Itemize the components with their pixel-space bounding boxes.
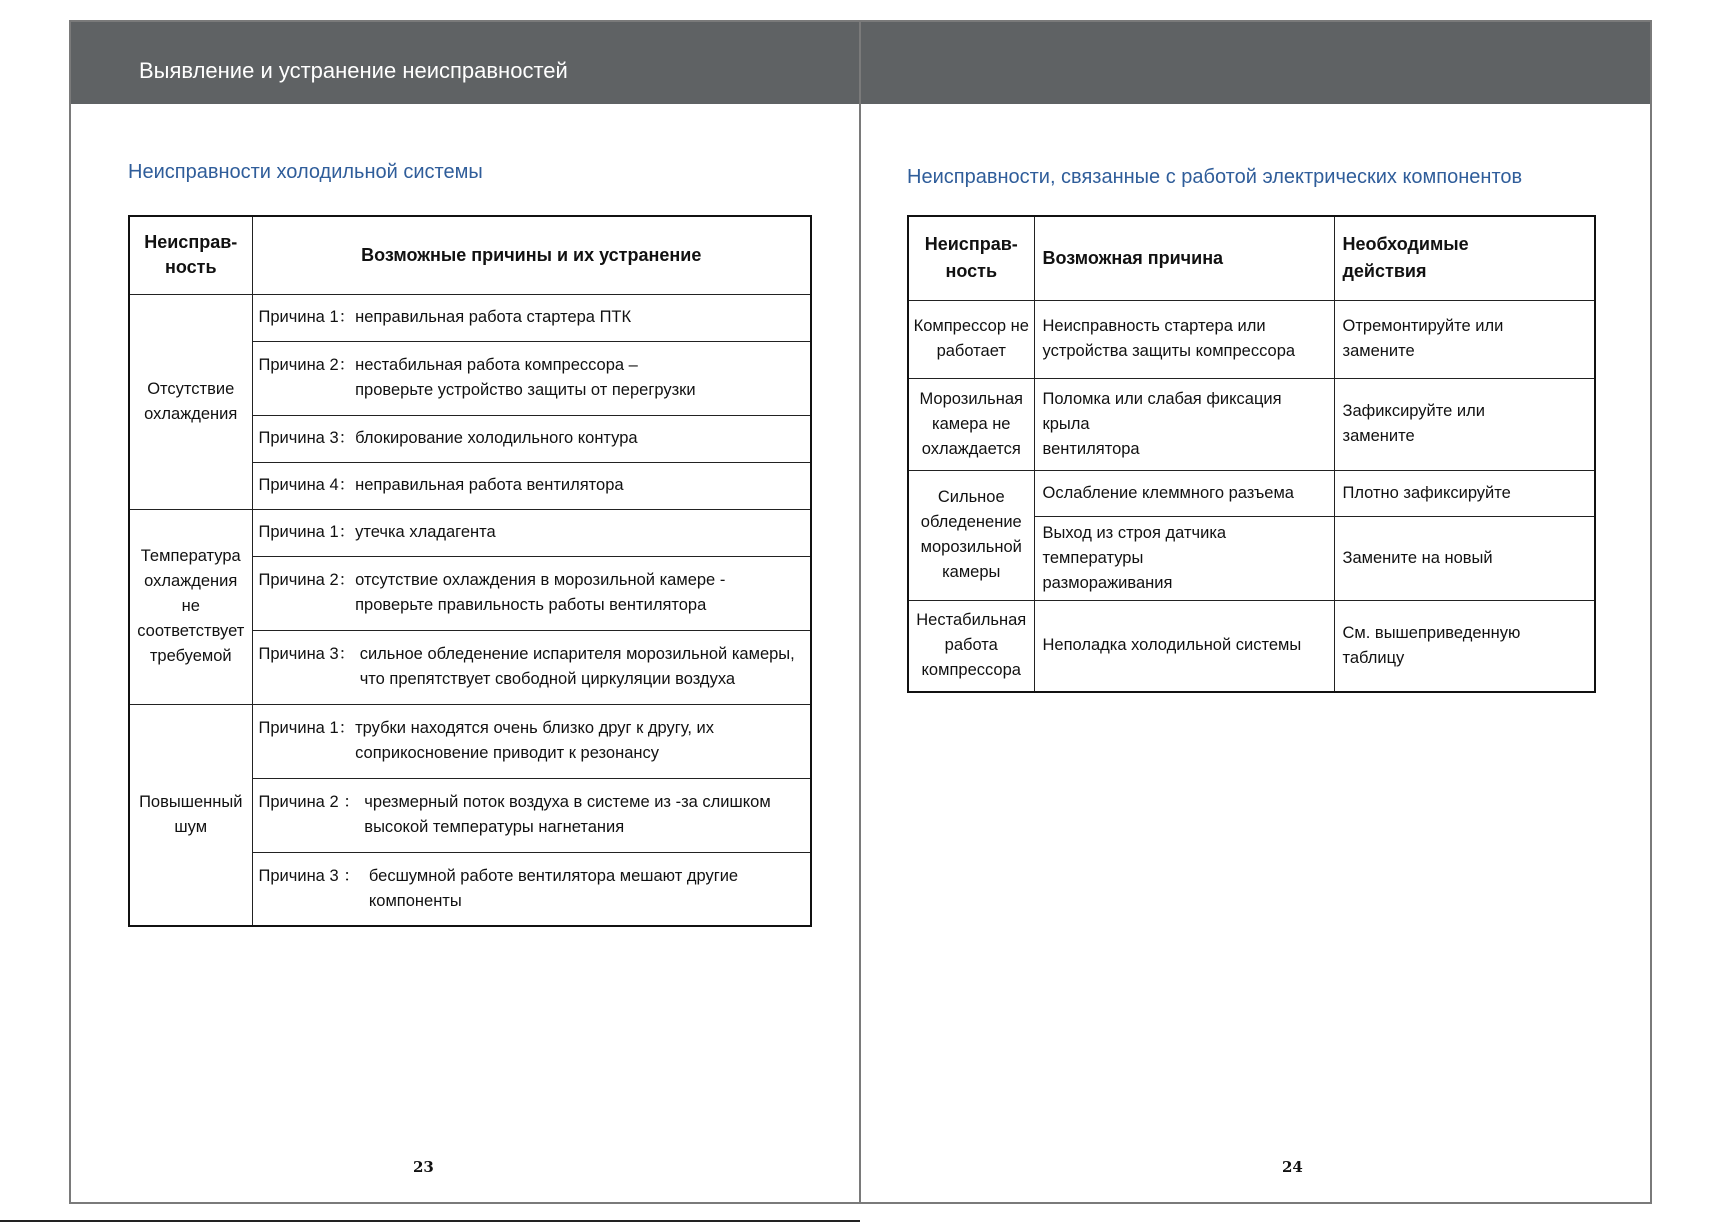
cause-text: бесшумной работе вентилятора мешают другие компоненты	[368, 866, 739, 910]
refrigeration-faults-table	[128, 215, 812, 927]
cause-cell	[252, 852, 811, 926]
section-title-electrical: Неисправности, связанные с работой электрических компонентов	[907, 166, 1523, 188]
cause-label: Причина 3：	[258, 429, 356, 447]
cause-text: неправильная работа вентилятора	[355, 476, 624, 494]
cause-label: Причина 2 ：	[258, 793, 365, 811]
header-title: Выявление и устранение неисправностей	[139, 58, 568, 83]
header-bar	[71, 22, 859, 104]
cause-cell	[252, 778, 811, 852]
cause-label: Причина 1：	[258, 719, 356, 737]
cause-text: неправильная работа стартера ПТК	[355, 308, 632, 326]
table-row	[908, 378, 1595, 470]
cause-cell	[252, 509, 811, 556]
cause-text: отсутствие охлаждения в морозильной камере - проверьте правильность работы вентилятора	[355, 571, 726, 614]
column-header-fault: Неисправ- ность	[908, 216, 1034, 300]
cause-text: чрезмерный поток воздуха в системе из -за слишком высокой температуры нагнетания	[364, 793, 771, 836]
column-header-action: Необходимые действия	[1334, 216, 1595, 300]
cause-cell: Неполадка холодильной системы	[1034, 600, 1334, 692]
cause-cell	[252, 556, 811, 630]
cause-cell: Неисправность стартера или устройства защиты компрессора	[1034, 300, 1334, 378]
bottom-rule	[0, 1220, 860, 1222]
electrical-faults-table	[907, 215, 1596, 693]
cause-label: Причина 3 ：	[258, 866, 369, 885]
fault-cell: Отсутствие охлаждения	[129, 294, 252, 509]
table-row	[129, 294, 811, 341]
page-number: 23	[413, 1158, 434, 1176]
cause-cell	[252, 704, 811, 778]
fault-cell: Морозильная камера не охлаждается	[908, 378, 1034, 470]
cause-cell	[252, 462, 811, 509]
cause-label: Причина 2：	[258, 571, 356, 589]
fault-cell: Повышенный шум	[129, 704, 252, 926]
fault-cell: Температура охлаждения не соответствует требуемой	[129, 509, 252, 704]
cause-cell	[252, 341, 811, 415]
section-title-refrigeration: Неисправности холодильной системы	[128, 161, 483, 183]
page-number: 24	[1282, 1158, 1303, 1176]
fault-cell: Нестабильная работа компрессора	[908, 600, 1034, 692]
fault-cell: Компрессор не работает	[908, 300, 1034, 378]
cause-label: Причина 1：	[258, 523, 356, 541]
column-header-causes: Возможные причины и их устранение	[252, 216, 811, 294]
action-cell: См. вышеприведенную таблицу	[1334, 600, 1595, 692]
cause-text: утечка хладагента	[355, 523, 496, 541]
table-header-row	[908, 216, 1595, 300]
cause-cell: Поломка или слабая фиксация крыла вентилятора	[1034, 378, 1334, 470]
cause-label: Причина 4：	[258, 476, 356, 494]
table-row	[908, 470, 1595, 516]
column-header-cause: Возможная причина	[1034, 216, 1334, 300]
cause-cell	[252, 415, 811, 462]
cause-cell	[252, 630, 811, 704]
cause-text: нестабильная работа компрессора – проверьте устройство защиты от перегрузки	[355, 356, 696, 399]
table-row	[129, 509, 811, 556]
header-bar	[861, 22, 1650, 104]
cause-label: Причина 3：	[258, 645, 360, 663]
fault-cell: Сильное обледенение морозильной камеры	[908, 470, 1034, 600]
cause-cell: Выход из строя датчика температуры размораживания	[1034, 516, 1334, 600]
cause-cell	[252, 294, 811, 341]
cause-text: сильное обледенение испарителя морозильной камеры, что препятствует свободной циркуляции воздуха	[359, 645, 795, 688]
table-row	[908, 300, 1595, 378]
table-row	[908, 600, 1595, 692]
action-cell: Замените на новый	[1334, 516, 1595, 600]
cause-cell: Ослабление клеммного разъема	[1034, 470, 1334, 516]
cause-text: трубки находятся очень близко друг к другу, их соприкосновение приводит к резонансу	[355, 719, 715, 762]
cause-label: Причина 2：	[258, 356, 356, 374]
column-header-fault: Неисправ- ность	[129, 216, 252, 294]
cause-text: блокирование холодильного контура	[355, 429, 638, 447]
action-cell: Зафиксируйте или замените	[1334, 378, 1595, 470]
action-cell: Отремонтируйте или замените	[1334, 300, 1595, 378]
cause-label: Причина 1：	[258, 308, 356, 326]
action-cell: Плотно зафиксируйте	[1334, 470, 1595, 516]
page-left	[69, 20, 861, 1204]
table-row	[129, 704, 811, 778]
page-right	[859, 20, 1652, 1204]
table-header-row	[129, 216, 811, 294]
